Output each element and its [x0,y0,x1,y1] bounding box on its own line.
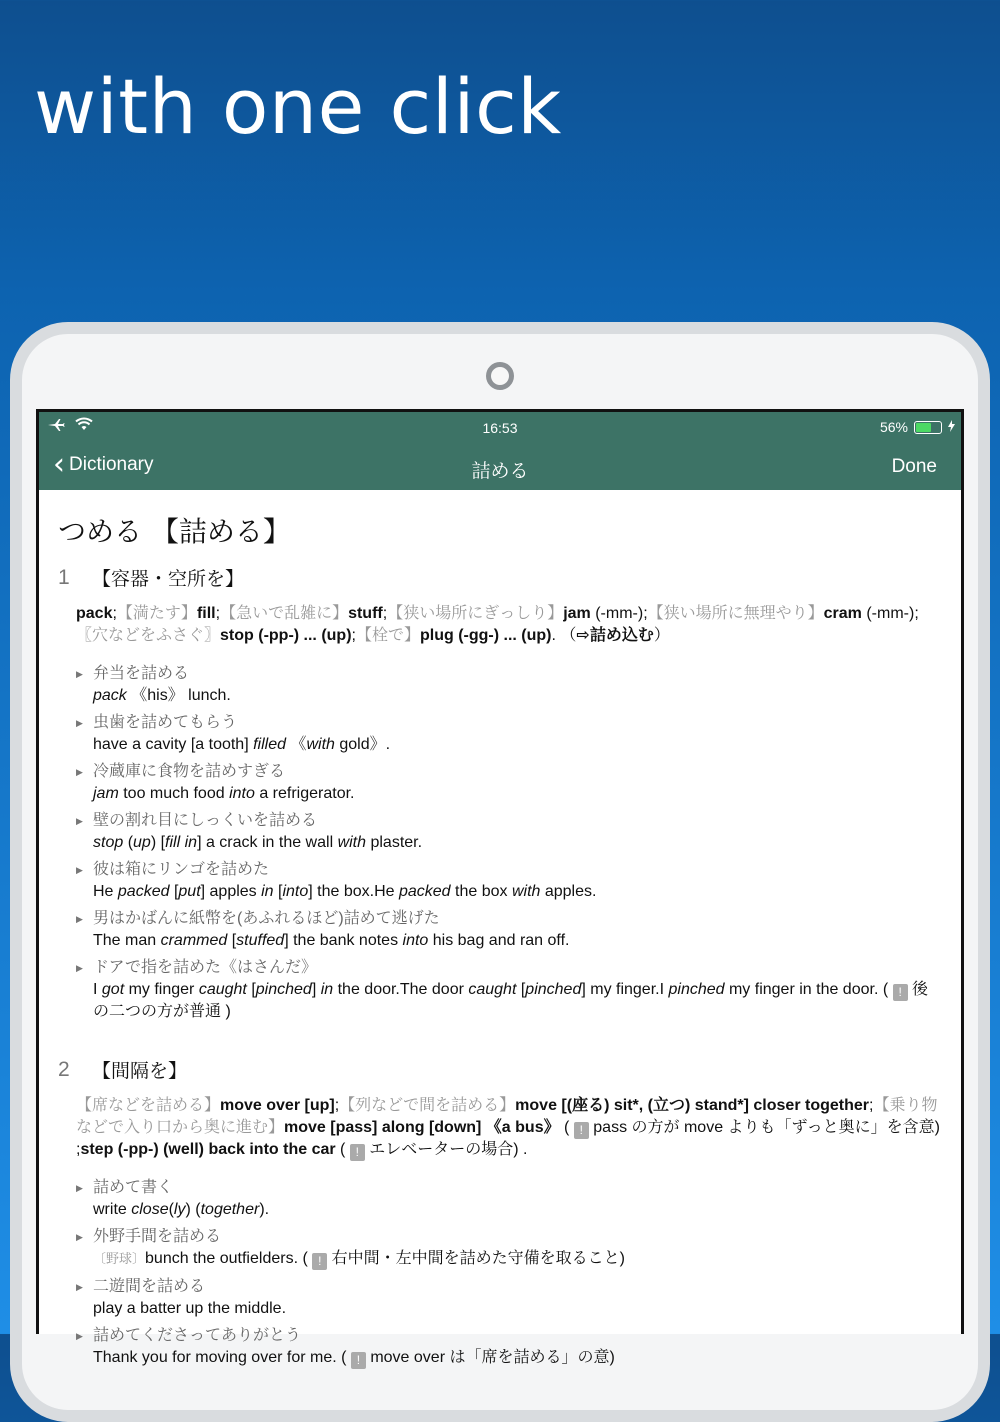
usage-label: 【乗り物などで入り口から奥に進む】 [76,1097,938,1136]
headword-translation: stop (-pp-) ... (up) [220,627,352,644]
field-label: 〔野球〕 [93,1251,146,1266]
example-english [93,783,943,804]
chevron-left-icon: ‹ [53,447,65,482]
example-list [58,663,943,1022]
example-item[interactable] [58,908,943,951]
text: (-mm-); [861,605,919,622]
tablet-screen [36,409,964,1367]
text: write [93,1201,132,1218]
emphasis: pack [93,687,127,704]
example-item[interactable] [58,859,943,902]
example-item[interactable] [58,712,943,755]
text: ) ( [185,1201,201,1218]
note-icon: ! [351,1352,366,1369]
emphasis: into [229,785,255,802]
note-icon: ! [893,984,908,1001]
example-english [93,979,943,1022]
sense-label: 【容器・空所を】 [92,569,245,590]
emphasis: together [200,1201,260,1218]
status-bar [39,412,961,444]
text: ( [335,1141,350,1158]
headword-translation: jam [563,605,591,622]
emphasis: jam [93,785,119,802]
text: have a cavity [a tooth] [93,736,254,753]
example-japanese: 詰めて書く [93,1179,174,1196]
text: 《 [286,736,307,753]
headword-translation: ⇨詰め込む [576,627,654,644]
done-button[interactable]: Done [891,456,937,477]
example-english [93,881,943,902]
navigation-bar [39,444,961,490]
emphasis: ly [173,1201,186,1218]
example-japanese: 男はかばんに紙幣を(あふれるほど)詰めて逃げた [93,910,440,927]
text: bunch the outfielders. ( [145,1250,313,1267]
text: [ [169,883,179,900]
disclosure-triangle-icon: ▶ [76,865,83,875]
emphasis: fill in [165,834,198,851]
emphasis: packed [117,883,170,900]
emphasis: pinched [255,981,312,998]
text: too much food [118,785,230,802]
emphasis: stop [93,834,124,851]
example-english [93,685,943,706]
emphasis: pinched [525,981,582,998]
text: ] a crack in the wall [197,834,338,851]
text: ) [ [150,834,166,851]
text: the box [450,883,512,900]
text: The man [93,932,161,949]
disclosure-triangle-icon: ▶ [76,816,83,826]
disclosure-triangle-icon: ▶ [76,914,83,924]
text: plaster. [366,834,423,851]
back-label: Dictionary [69,454,154,475]
text: gold》. [334,736,391,753]
text: (-mm-); [590,605,648,622]
usage-label: 【栓で】 [355,627,420,644]
text: エレベーターの場合) . [364,1141,528,1158]
usage-label: 【満たす】 [116,605,197,622]
sense-label: 【間隔を】 [92,1061,188,1082]
text: ] [311,981,321,998]
battery-percent: 56% [879,419,908,435]
text: ( [559,1119,574,1136]
emphasis: put [178,883,201,900]
example-item[interactable] [58,761,943,804]
example-japanese: ドアで指を詰めた《はさんだ》 [93,959,318,976]
example-english [93,1347,943,1369]
example-japanese: 壁の割れ目にしっくいを詰める [93,812,318,829]
text: play a batter up the middle. [93,1300,287,1317]
text: ( [123,834,134,851]
text: He [93,883,118,900]
emphasis: pinched [668,981,725,998]
emphasis: in [261,883,274,900]
example-item[interactable] [58,957,943,1022]
emphasis: up [133,834,151,851]
emphasis: with [306,736,335,753]
text: [ [273,883,283,900]
example-japanese: 詰めてくださってありがとう [93,1327,302,1344]
emphasis: got [101,981,125,998]
headword-translation: move over [up] [220,1097,335,1114]
headword-translation: stuff [348,605,383,622]
usage-label: 【急いで乱雑に】 [220,605,349,622]
usage-label: 【狭い場所にぎっしり】 [387,605,564,622]
text: my finger in the door. ( [724,981,893,998]
example-japanese: 冷蔵庫に食物を詰めすぎる [93,763,286,780]
text: ; [351,627,356,644]
disclosure-triangle-icon: ▶ [76,767,83,777]
camera-icon [486,362,514,390]
example-item[interactable] [58,1177,943,1220]
text: move over は「席を詰める」の意) [365,1349,615,1366]
text: ） [653,627,670,644]
disclosure-triangle-icon: ▶ [76,1331,83,1341]
headline: with one click [34,62,562,151]
headword-translation: pack [76,605,113,622]
example-japanese: 外野手間を詰める [93,1228,222,1245]
text: my finger [124,981,199,998]
text: . （ [551,627,577,644]
emphasis: in [320,981,334,998]
text: [ [227,932,237,949]
emphasis: crammed [160,932,228,949]
text: his bag and ran off. [428,932,570,949]
text: ). [259,1201,270,1218]
example-list [58,1177,943,1369]
battery-icon [914,421,942,434]
sense-heading [58,564,943,591]
disclosure-triangle-icon: ▶ [76,1183,83,1193]
text: apples. [540,883,597,900]
emphasis: into [402,932,429,949]
text: ] the box.He [308,883,399,900]
text: the door.The door [333,981,469,998]
text: ; [215,605,221,622]
text: [ [516,981,526,998]
text: ( [168,1201,174,1218]
usage-label: 【席などを詰める】 [76,1097,221,1114]
text: Thank you for moving over for me. ( [93,1349,351,1366]
headword-translation: step (-pp-) (well) back into the car [80,1141,336,1158]
headword-translation: plug (-gg-) ... (up) [420,627,552,644]
headword-translation: move [pass] along [down] 《a bus》 [284,1119,560,1136]
dictionary-entry [39,490,961,1369]
note-icon: ! [574,1122,589,1139]
text: 右中間・左中間を詰めた守備を取ること) [327,1250,626,1267]
sense-gloss [58,1095,943,1161]
disclosure-triangle-icon: ▶ [76,669,83,679]
emphasis: filled [253,736,286,753]
example-item[interactable] [58,1226,943,1270]
disclosure-triangle-icon: ▶ [76,718,83,728]
emphasis: with [511,883,541,900]
emphasis: caught [198,981,247,998]
text: ; [334,1097,340,1114]
nav-title: 詰める [471,461,529,482]
example-item[interactable] [58,1276,943,1319]
headword-translation: fill [196,605,216,622]
example-item[interactable] [58,663,943,706]
text: I [93,981,102,998]
example-english [93,734,943,755]
example-item[interactable] [58,810,943,853]
example-english [93,832,943,853]
entry-title: つめる 【詰める】 [58,515,291,548]
sense-gloss [58,603,943,647]
usage-label: 【列などで間を詰める】 [339,1097,516,1114]
example-english [93,1298,943,1319]
note-icon: ! [350,1144,365,1161]
note-icon: ! [312,1253,327,1270]
text: pass の方が move よりも「ずっと奥に」を含意) ; [76,1119,940,1158]
text: [ [246,981,256,998]
text: ; [112,605,117,622]
text: ] the bank notes [284,932,403,949]
emphasis: close [131,1201,169,1218]
emphasis: caught [468,981,517,998]
emphasis: into [282,883,309,900]
emphasis: packed [398,883,451,900]
text: ] apples [200,883,262,900]
example-english [93,1248,943,1270]
sense-number: 1 [58,565,70,589]
example-english [93,1199,943,1220]
example-japanese: 二遊間を詰める [93,1278,206,1295]
usage-label: 〖穴などをふさぐ〗 [76,627,221,644]
disclosure-triangle-icon: ▶ [76,963,83,973]
text: a refrigerator. [254,785,355,802]
charging-icon [948,419,955,435]
disclosure-triangle-icon: ▶ [76,1282,83,1292]
disclosure-triangle-icon: ▶ [76,1232,83,1242]
example-japanese: 弁当を詰める [93,665,190,682]
sense-number: 2 [58,1057,70,1081]
text: ; [382,605,388,622]
example-item[interactable] [58,1325,943,1369]
example-english [93,930,943,951]
text: 後の二つの方が普通 ) [93,981,929,1020]
example-japanese: 彼は箱にリンゴを詰めた [93,861,270,878]
text: 《his》 lunch. [126,687,231,704]
headword-translation: cram [823,605,862,622]
status-time: 16:53 [482,420,518,436]
example-japanese: 虫歯を詰めてもらう [93,714,238,731]
emphasis: stuffed [236,932,285,949]
headword-translation: move [(座る) sit*, (立つ) stand*] closer together [515,1097,869,1114]
text: ; [869,1097,874,1114]
usage-label: 【狭い場所に無理やり】 [647,605,824,622]
text: ] my finger.I [581,981,669,998]
emphasis: with [337,834,367,851]
sense-heading [58,1056,943,1083]
